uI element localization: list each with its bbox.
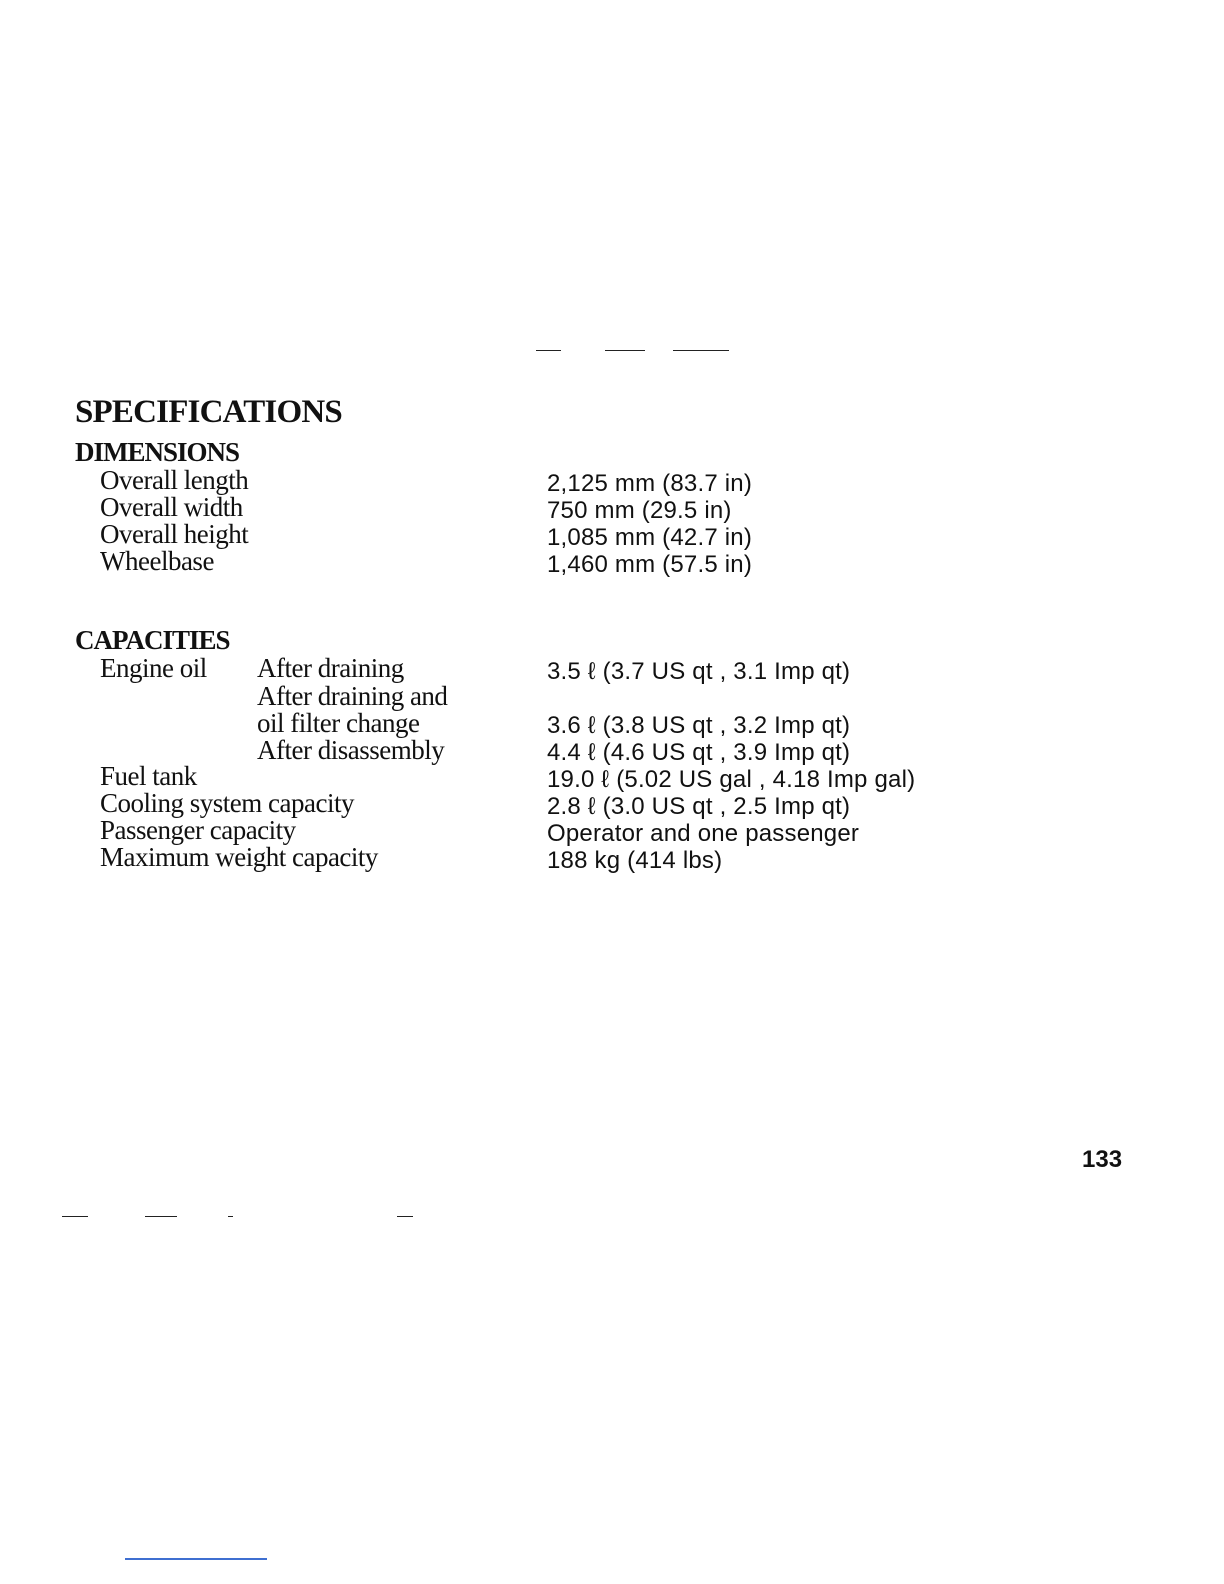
- spec-value: Operator and one passenger: [547, 820, 860, 847]
- scan-mark: [397, 1216, 413, 1217]
- scan-mark: [145, 1216, 177, 1217]
- spec-value: 2,125 mm (83.7 in): [547, 470, 753, 497]
- scan-mark: [673, 350, 729, 351]
- spec-value: 2.8 ℓ (3.0 US qt , 2.5 Imp qt): [547, 793, 851, 820]
- scan-mark: [536, 350, 561, 351]
- spec-value: 1,460 mm (57.5 in): [547, 551, 753, 578]
- section-heading-capacities: CAPACITIES: [75, 625, 230, 655]
- spec-label: Maximum weight capacity: [100, 842, 378, 872]
- spec-label: Passenger capacity: [100, 815, 296, 845]
- spec-value: 19.0 ℓ (5.02 US gal , 4.18 Imp gal): [547, 766, 916, 793]
- spec-label: Overall height: [100, 519, 249, 549]
- spec-value: 750 mm (29.5 in): [547, 497, 732, 524]
- spec-label: Cooling system capacity: [100, 788, 354, 818]
- spec-sublabel: oil filter change: [257, 708, 420, 738]
- spec-value: 1,085 mm (42.7 in): [547, 524, 753, 551]
- spec-value: 188 kg (414 lbs): [547, 847, 723, 874]
- page-number: 133: [1082, 1146, 1123, 1173]
- spec-label: Wheelbase: [100, 546, 214, 576]
- page-title: SPECIFICATIONS: [75, 394, 342, 430]
- spec-sublabel: After draining and: [257, 681, 448, 711]
- spec-sublabel: After disassembly: [257, 735, 445, 765]
- spec-value: 3.5 ℓ (3.7 US qt , 3.1 Imp qt): [547, 658, 851, 685]
- scan-mark: [228, 1216, 233, 1217]
- spec-label: Overall width: [100, 492, 243, 522]
- scan-mark: [125, 1558, 267, 1560]
- spec-value: 3.6 ℓ (3.8 US qt , 3.2 Imp qt): [547, 712, 851, 739]
- spec-value: 4.4 ℓ (4.6 US qt , 3.9 Imp qt): [547, 739, 851, 766]
- scan-mark: [605, 350, 645, 351]
- spec-label: Overall length: [100, 465, 249, 495]
- spec-label: Fuel tank: [100, 761, 197, 791]
- spec-sublabel: After draining: [257, 653, 404, 683]
- scan-mark: [62, 1216, 88, 1217]
- section-heading-dimensions: DIMENSIONS: [75, 437, 240, 467]
- spec-label-engine-oil: Engine oil: [100, 653, 207, 683]
